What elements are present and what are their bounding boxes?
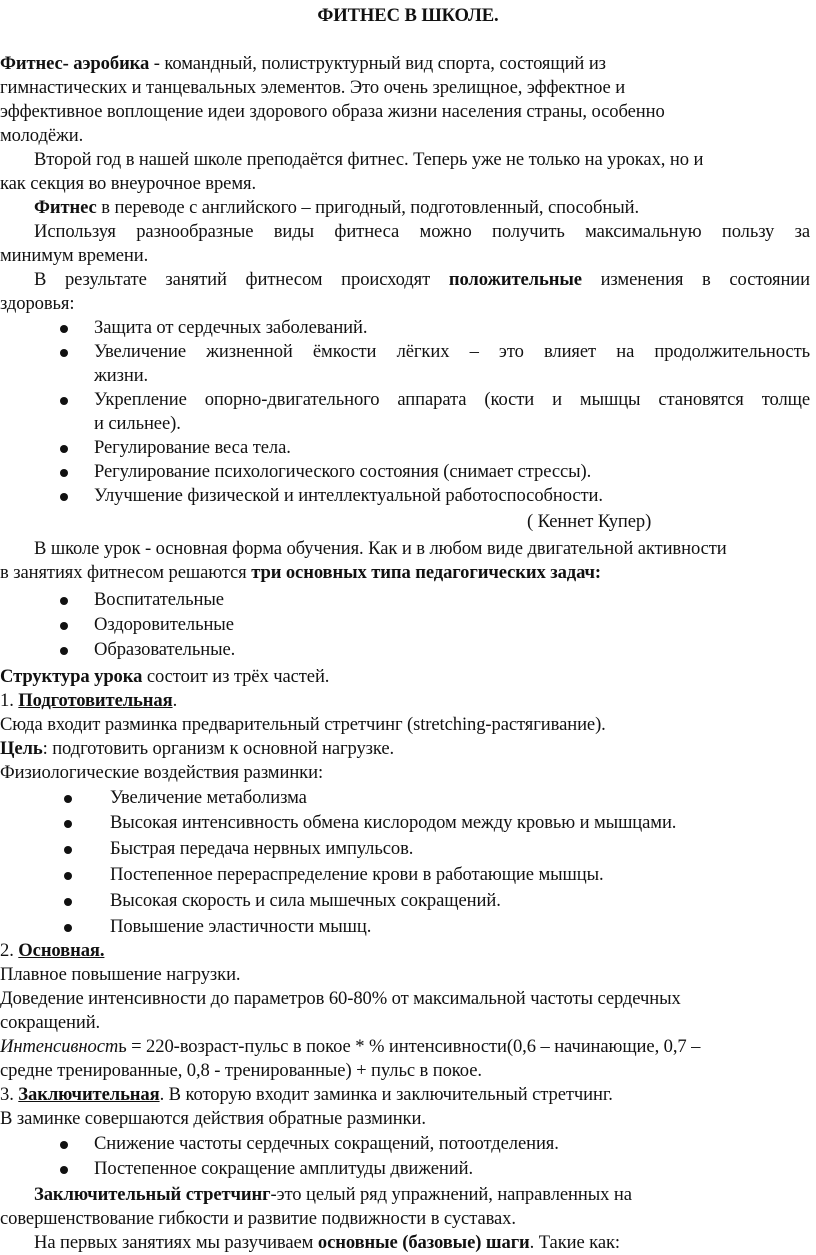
warmup-item: Высокая интенсивность обмена кислородом между кровью и мышцами.: [110, 812, 677, 833]
bullet-icon: [64, 898, 72, 906]
lesson-form-line-2: в занятиях фитнесом решаются три основных типа педагогических задач:: [0, 562, 602, 583]
benefit-item: Увеличение жизненной ёмкости лёгких – это влияет на продолжительность: [94, 341, 810, 362]
bullet-icon: [60, 325, 68, 333]
part1-line-1: Сюда входит разминка предварительный стретчинг (stretching-растягивание).: [0, 714, 606, 735]
benefit-item: Улучшение физической и интеллектуальной работоспособности.: [94, 485, 603, 506]
aerobics-term: Фитнес- аэробика: [0, 53, 150, 74]
bullet-icon: [64, 795, 72, 803]
aerobics-def-line-1: Фитнес- аэробика - командный, полиструктурный вид спорта, состоящий из: [0, 53, 606, 74]
variety-line-2: минимум времени.: [0, 245, 149, 266]
intensity-formula: Интенсивность = 220-возраст-пульс в покое * % интенсивности(0,6 – начинающие, 0,7 –: [0, 1036, 701, 1057]
aerobics-def-line-2: гимнастических и танцевальных элементов. Это очень зрелищное, эффектное и: [0, 77, 626, 98]
part2-heading: 2. Основная.: [0, 940, 105, 961]
bullet-icon: [60, 469, 68, 477]
benefit-item-cont: и сильнее).: [94, 413, 181, 434]
part3-line-2: В заминке совершаются действия обратные разминки.: [0, 1108, 426, 1129]
part1-heading: 1. Подготовительная.: [0, 690, 178, 711]
warmup-item: Повышение эластичности мышц.: [110, 916, 372, 937]
citation: ( Кеннет Купер): [527, 511, 652, 532]
part1-goal: Цель: подготовить организм к основной нагрузке.: [0, 738, 395, 759]
warmup-item: Быстрая передача нервных импульсов.: [110, 838, 414, 859]
basic-steps-line: На первых занятиях мы разучиваем основные (базовые) шаги. Такие как:: [34, 1232, 620, 1253]
part2-line-2: Доведение интенсивности до параметров 60-80% от максимальной частоты сердечных: [0, 988, 681, 1009]
benefit-item: Укрепление опорно-двигательного аппарата (кости и мышцы становятся толще: [94, 389, 810, 410]
final-stretching-line-2: совершенствование гибкости и развитие подвижности в суставах.: [0, 1208, 516, 1229]
benefit-item-cont: жизни.: [94, 365, 149, 386]
aerobics-def-line-4: молодёжи.: [0, 125, 84, 146]
result-line-2: здоровья:: [0, 293, 75, 314]
bullet-icon: [60, 493, 68, 501]
bullet-icon: [60, 445, 68, 453]
benefit-item: Защита от сердечных заболеваний.: [94, 317, 368, 338]
page-title: ФИТНЕС В ШКОЛЕ.: [317, 5, 499, 26]
result-line-1: В результате занятий фитнесом происходят положительные изменения в состоянии: [34, 269, 810, 290]
final-stretching-line-1: Заключительный стретчинг-это целый ряд упражнений, направленных на: [34, 1184, 632, 1205]
warmup-item: Постепенное перераспределение крови в работающие мышцы.: [110, 864, 604, 885]
second-year-line-1: Второй год в нашей школе преподаётся фитнес. Теперь уже не только на уроках, но и: [34, 149, 704, 170]
fitness-translation: Фитнес в переводе с английского – пригодный, подготовленный, способный.: [34, 197, 639, 218]
cooldown-item: Снижение частоты сердечных сокращений, потоотделения.: [94, 1133, 559, 1154]
bullet-icon: [60, 597, 68, 605]
warmup-item: Увеличение метаболизма: [110, 787, 307, 808]
warmup-item: Высокая скорость и сила мышечных сокращений.: [110, 890, 501, 911]
bullet-icon: [60, 647, 68, 655]
task-item: Воспитательные: [94, 589, 224, 610]
bullet-icon: [64, 872, 72, 880]
structure-heading: Структура урока состоит из трёх частей.: [0, 666, 330, 687]
task-item: Оздоровительные: [94, 614, 234, 635]
bullet-icon: [64, 924, 72, 932]
bullet-icon: [64, 846, 72, 854]
part2-line-3: сокращений.: [0, 1012, 101, 1033]
lesson-form-line-1: В школе урок - основная форма обучения. Как и в любом виде двигательной активности: [34, 538, 727, 559]
benefit-item: Регулирование психологического состояния (снимает стрессы).: [94, 461, 592, 482]
benefit-item: Регулирование веса тела.: [94, 437, 291, 458]
second-year-line-2: как секция во внеурочное время.: [0, 173, 257, 194]
bullet-icon: [60, 1141, 68, 1149]
bullet-icon: [60, 397, 68, 405]
task-item: Образовательные.: [94, 639, 236, 660]
bullet-icon: [64, 820, 72, 828]
aerobics-def-line-3: эффективное воплощение идеи здорового образа жизни населения страны, особенно: [0, 101, 665, 122]
cooldown-item: Постепенное сокращение амплитуды движений.: [94, 1158, 474, 1179]
part2-line-1: Плавное повышение нагрузки.: [0, 964, 241, 985]
bullet-icon: [60, 1166, 68, 1174]
bullet-icon: [60, 349, 68, 357]
variety-line-1: Используя разнообразные виды фитнеса можно получить максимальную пользу за: [34, 221, 810, 242]
part2-line-5: средне тренированные, 0,8 - тренированные) + пульс в покое.: [0, 1060, 482, 1081]
bullet-icon: [60, 622, 68, 630]
part1-line-3: Физиологические воздействия разминки:: [0, 762, 324, 783]
part3-heading: 3. Заключительная. В которую входит заминка и заключительный стретчинг.: [0, 1084, 613, 1105]
